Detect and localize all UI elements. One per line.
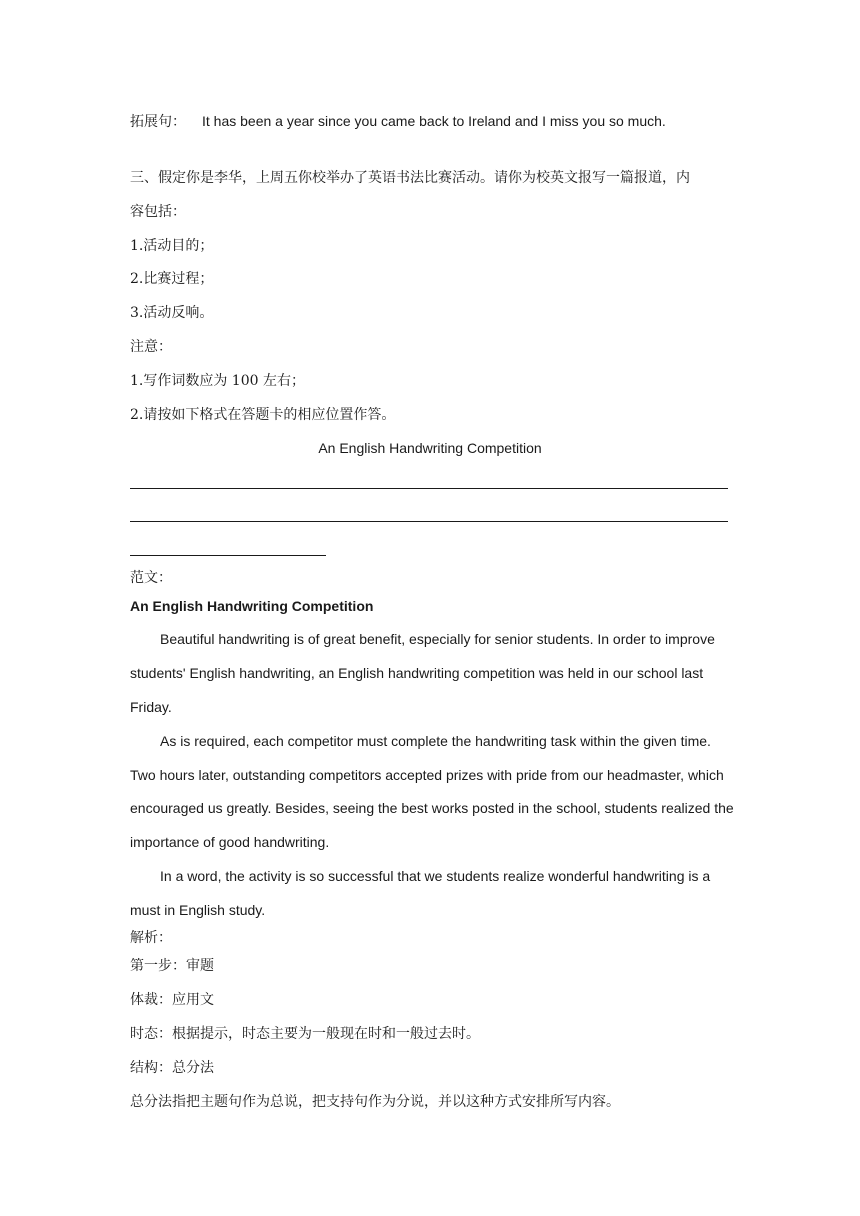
sample-p3-line-2: must in English study. (130, 902, 266, 918)
answer-blank-line-3 (130, 555, 326, 556)
extension-sentence: It has been a year since you came back to Ireland and I miss you so much. (202, 113, 666, 129)
answer-title: An English Handwriting Competition (318, 440, 542, 456)
analysis-genre: 体裁：应用文 (130, 992, 214, 1008)
sample-p2-line-1: As is required, each competitor must complete the handwriting task within the given time. (160, 733, 711, 749)
task-item-3: 3.活动反响。 (130, 305, 214, 321)
sample-p2-line-3: encouraged us greatly. Besides, seeing the best works posted in the school, students realized the (130, 800, 734, 816)
sample-p1-line-3: Friday. (130, 699, 172, 715)
note-1: 1.写作词数应为 100 左右； (130, 373, 305, 389)
task-item-1: 1.活动目的； (130, 238, 214, 254)
notes-label: 注意： (130, 339, 172, 355)
extension-sentence-line (130, 111, 730, 132)
task-prompt-line-1: 三、假定你是李华，上周五你校举办了英语书法比赛活动。请你为校英文报写一篇报道，内 (130, 170, 690, 186)
answer-blank-line-2 (130, 521, 728, 522)
analysis-structure: 结构：总分法 (130, 1060, 214, 1076)
analysis-structure-desc: 总分法指把主题句作为总说，把支持句作为分说，并以这种方式安排所写内容。 (130, 1094, 620, 1110)
note-2: 2.请按如下格式在答题卡的相应位置作答。 (130, 407, 396, 423)
task-prompt-line-2: 容包括： (130, 204, 186, 220)
sample-p1-line-1: Beautiful handwriting is of great benefit, especially for senior students. In order to improve (160, 631, 715, 647)
sample-p2-line-2: Two hours later, outstanding competitors accepted prizes with pride from our headmaster, which (130, 767, 724, 783)
analysis-step-1: 第一步：审题 (130, 958, 214, 974)
sample-label: 范文： (130, 570, 172, 586)
sample-p1-line-2: students' English handwriting, an English handwriting competition was held in our school last (130, 665, 704, 681)
sample-p2-line-4: importance of good handwriting. (130, 834, 330, 850)
analysis-tense: 时态：根据提示，时态主要为一般现在时和一般过去时。 (130, 1026, 480, 1042)
task-item-2: 2.比赛过程； (130, 271, 214, 287)
extension-label: 拓展句： (130, 114, 186, 130)
sample-title: An English Handwriting Competition (130, 598, 374, 614)
answer-blank-line-1 (130, 488, 728, 489)
analysis-label: 解析： (130, 930, 172, 946)
sample-p3-line-1: In a word, the activity is so successful that we students realize wonderful handwriting is a (160, 868, 711, 884)
